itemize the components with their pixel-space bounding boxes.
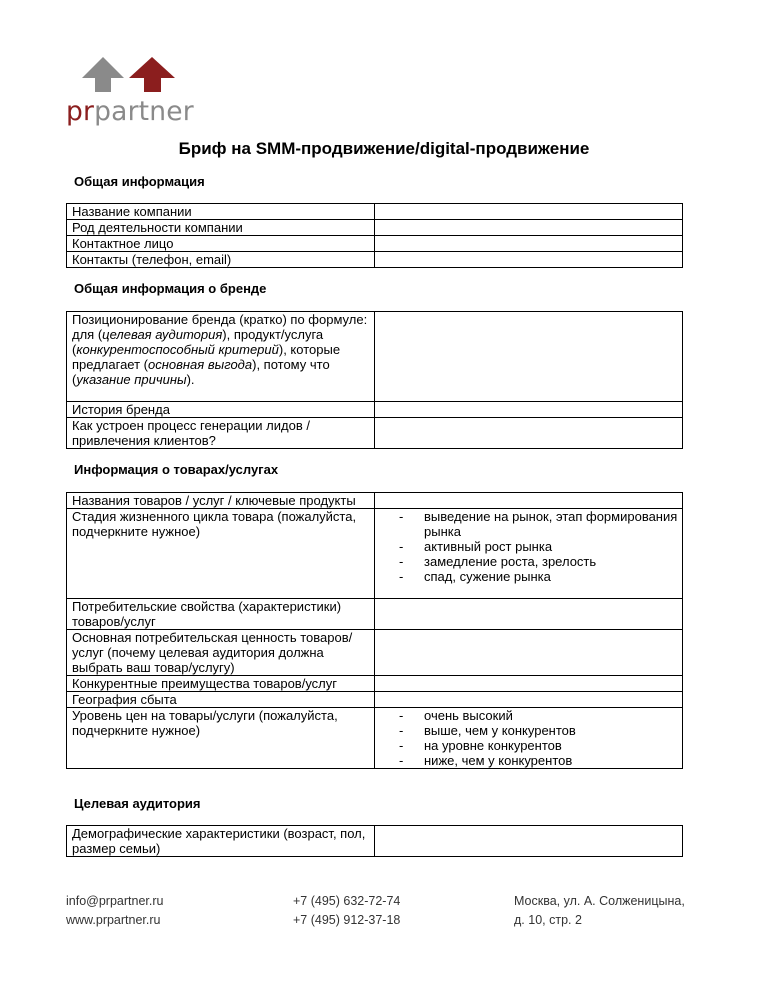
target-audience-table — [66, 825, 683, 857]
general-info-heading: Общая информация — [74, 174, 205, 189]
target-audience-heading: Целевая аудитория — [74, 796, 201, 811]
footer-phone-2: +7 (495) 912-37-18 — [293, 913, 401, 927]
demographics-field[interactable] — [375, 826, 683, 857]
table-row — [67, 312, 683, 402]
lead-generation-label: Как устроен процесс генерации лидов / привлечения клиентов? — [67, 418, 375, 449]
business-type-field[interactable] — [375, 220, 683, 236]
contact-person-field[interactable] — [375, 236, 683, 252]
positioning-line-3: (конкурентоспособный критерий), которые — [72, 342, 341, 357]
positioning-line-5: (указание причины). — [72, 372, 195, 387]
lifecycle-option-decline[interactable]: - спад, сужение рынка — [399, 569, 682, 584]
brand-info-heading: Общая информация о бренде — [74, 281, 267, 296]
document-title: Бриф на SMM-продвижение/digital-продвижение — [178, 139, 590, 158]
price-option-above[interactable]: - выше, чем у конкурентов — [399, 723, 682, 738]
brand-positioning-label — [67, 312, 375, 402]
brand-info-table — [66, 311, 683, 449]
price-option-equal[interactable]: - на уровне конкурентов — [399, 738, 682, 753]
footer-address-line-1: Москва, ул. А. Солженицына, — [514, 894, 685, 908]
consumer-value-field[interactable] — [375, 630, 683, 676]
logo-pr: pr — [66, 96, 95, 127]
sales-geography-label: География сбыта — [67, 692, 375, 708]
table-row — [67, 402, 683, 418]
red-arrow-icon — [129, 57, 175, 92]
company-logo-text — [66, 97, 194, 127]
table-row — [67, 676, 683, 692]
competitive-advantages-field[interactable] — [375, 676, 683, 692]
lifecycle-option-maturity[interactable]: - замедление роста, зрелость — [399, 554, 682, 569]
footer-phone-1: +7 (495) 632-72-74 — [293, 894, 401, 908]
company-name-field[interactable] — [375, 204, 683, 220]
products-info-table — [66, 492, 683, 769]
table-row — [67, 599, 683, 630]
lifecycle-option-growth[interactable]: - активный рост рынка — [399, 539, 682, 554]
business-type-label: Род деятельности компании — [67, 220, 375, 236]
table-row — [67, 630, 683, 676]
lead-generation-field[interactable] — [375, 418, 683, 449]
positioning-line-2: для (целевая аудитория), продукт/услуга — [72, 327, 324, 342]
consumer-properties-field[interactable] — [375, 599, 683, 630]
brand-positioning-field[interactable] — [375, 312, 683, 402]
products-info-heading: Информация о товарах/услугах — [74, 462, 279, 477]
price-level-label: Уровень цен на товары/услуги (пожалуйста, подчеркните нужное) — [67, 708, 375, 769]
positioning-line-4: предлагает (основная выгода), потому что — [72, 357, 330, 372]
price-option-below[interactable]: - ниже, чем у конкурентов — [399, 753, 682, 768]
table-row — [67, 692, 683, 708]
sales-geography-field[interactable] — [375, 692, 683, 708]
table-row — [67, 708, 683, 769]
table-row — [67, 236, 683, 252]
contacts-field[interactable] — [375, 252, 683, 268]
gray-arrow-icon — [82, 57, 124, 92]
footer-address-line-2: д. 10, стр. 2 — [514, 913, 582, 927]
table-row — [67, 252, 683, 268]
contact-person-label: Контактное лицо — [67, 236, 375, 252]
brand-history-field[interactable] — [375, 402, 683, 418]
table-row — [67, 418, 683, 449]
table-row — [67, 826, 683, 857]
logo-partner: partner — [94, 96, 194, 127]
price-level-options — [375, 708, 683, 769]
lifecycle-option-launch[interactable]: - выведение на рынок, этап формирования рынка — [399, 509, 682, 539]
competitive-advantages-label: Конкурентные преимущества товаров/услуг — [67, 676, 375, 692]
price-option-very-high[interactable]: - очень высокий — [399, 708, 682, 723]
contacts-label: Контакты (телефон, email) — [67, 252, 375, 268]
general-info-table — [66, 203, 683, 268]
product-names-field[interactable] — [375, 493, 683, 509]
table-row — [67, 493, 683, 509]
lifecycle-stage-label: Стадия жизненного цикла товара (пожалуйста, подчеркните нужное) — [67, 509, 375, 599]
product-names-label: Названия товаров / услуг / ключевые продукты — [67, 493, 375, 509]
table-row — [67, 509, 683, 599]
positioning-line-1: Позиционирование бренда (кратко) по формуле: — [72, 312, 368, 327]
table-row — [67, 204, 683, 220]
demographics-label: Демографические характеристики (возраст, пол, размер семьи) — [67, 826, 375, 857]
footer-website[interactable]: www.prpartner.ru — [66, 913, 161, 927]
footer-email[interactable]: info@prpartner.ru — [66, 894, 164, 908]
lifecycle-stage-options — [375, 509, 683, 599]
consumer-properties-label: Потребительские свойства (характеристики) товаров/услуг — [67, 599, 375, 630]
company-name-label: Название компании — [67, 204, 375, 220]
brand-history-label: История бренда — [67, 402, 375, 418]
consumer-value-label: Основная потребительская ценность товаров/услуг (почему целевая аудитория должна выбрать ваш товар/услугу) — [67, 630, 375, 676]
table-row — [67, 220, 683, 236]
